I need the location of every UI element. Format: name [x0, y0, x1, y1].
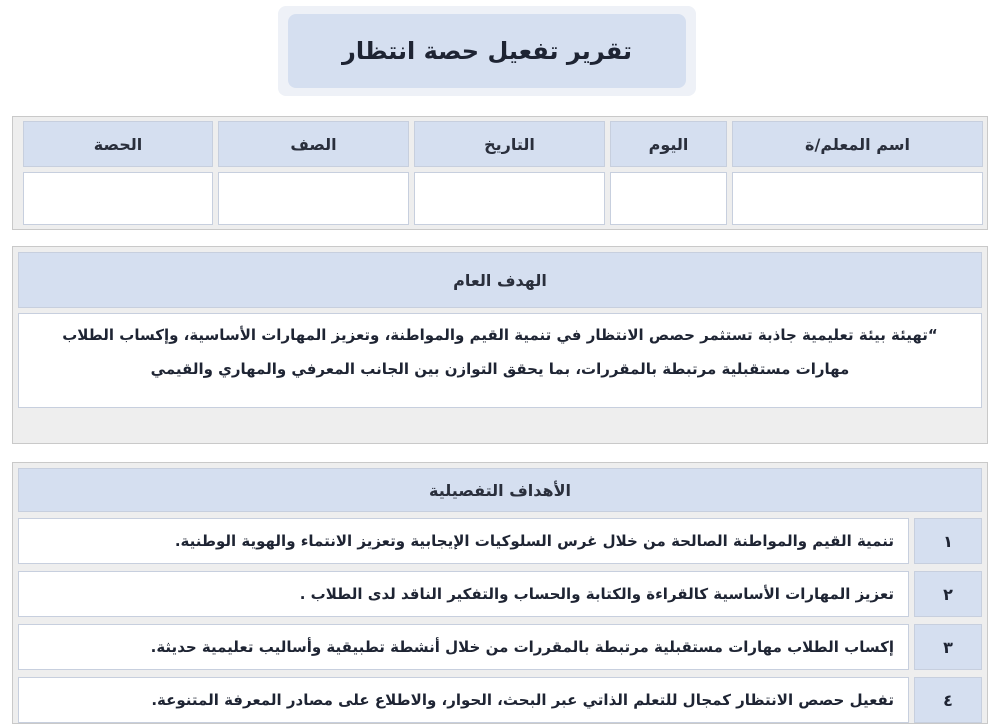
date-field[interactable] [414, 172, 605, 225]
detailed-goals-section [12, 462, 988, 724]
general-goal-line-1: “تهيئة بيئة تعليمية جاذبة تستثمر حصص الانتظار في تنمية القيم والمواطنة، وتعزيز المهارات الأساسية، وإكساب الطلاب [62, 326, 938, 344]
goal-item: تنمية القيم والمواطنة الصالحة من خلال غرس السلوكيات الإيجابية وتعزيز الانتماء والهوية الوطنية. [18, 518, 909, 564]
info-table [12, 116, 988, 230]
teacher-name-field[interactable] [732, 172, 983, 225]
header-teacher-name: اسم المعلم/ة [732, 121, 983, 167]
general-goal-text [18, 313, 982, 408]
header-day: اليوم [610, 121, 727, 167]
class-field[interactable] [218, 172, 409, 225]
goal-item: تفعيل حصص الانتظار كمجال للتعلم الذاتي عبر البحث، الحوار، والاطلاع على مصادر المعرفة المتنوعة. [18, 677, 909, 723]
goal-item: إكساب الطلاب مهارات مستقبلية مرتبطة بالمقررات من خلال أنشطة تطبيقية وأساليب تعليمية حديثة. [18, 624, 909, 670]
title-box [278, 6, 696, 96]
page-title: تقرير تفعيل حصة انتظار [288, 14, 686, 88]
goal-number: ٣ [914, 624, 982, 670]
header-date: التاريخ [414, 121, 605, 167]
general-goal-line-2: مهارات مستقبلية مرتبطة بالمقررات، بما يحقق التوازن بين الجانب المعرفي والمهاري والقيمي [150, 360, 850, 378]
goal-number: ١ [914, 518, 982, 564]
day-field[interactable] [610, 172, 727, 225]
goal-item: تعزيز المهارات الأساسية كالقراءة والكتابة والحساب والتفكير الناقد لدى الطلاب . [18, 571, 909, 617]
detailed-goals-heading: الأهداف التفصيلية [18, 468, 982, 512]
goal-number: ٢ [914, 571, 982, 617]
header-period: الحصة [23, 121, 213, 167]
period-field[interactable] [23, 172, 213, 225]
header-class: الصف [218, 121, 409, 167]
general-goal-heading: الهدف العام [18, 252, 982, 308]
general-goal-section [12, 246, 988, 444]
goal-number: ٤ [914, 677, 982, 723]
